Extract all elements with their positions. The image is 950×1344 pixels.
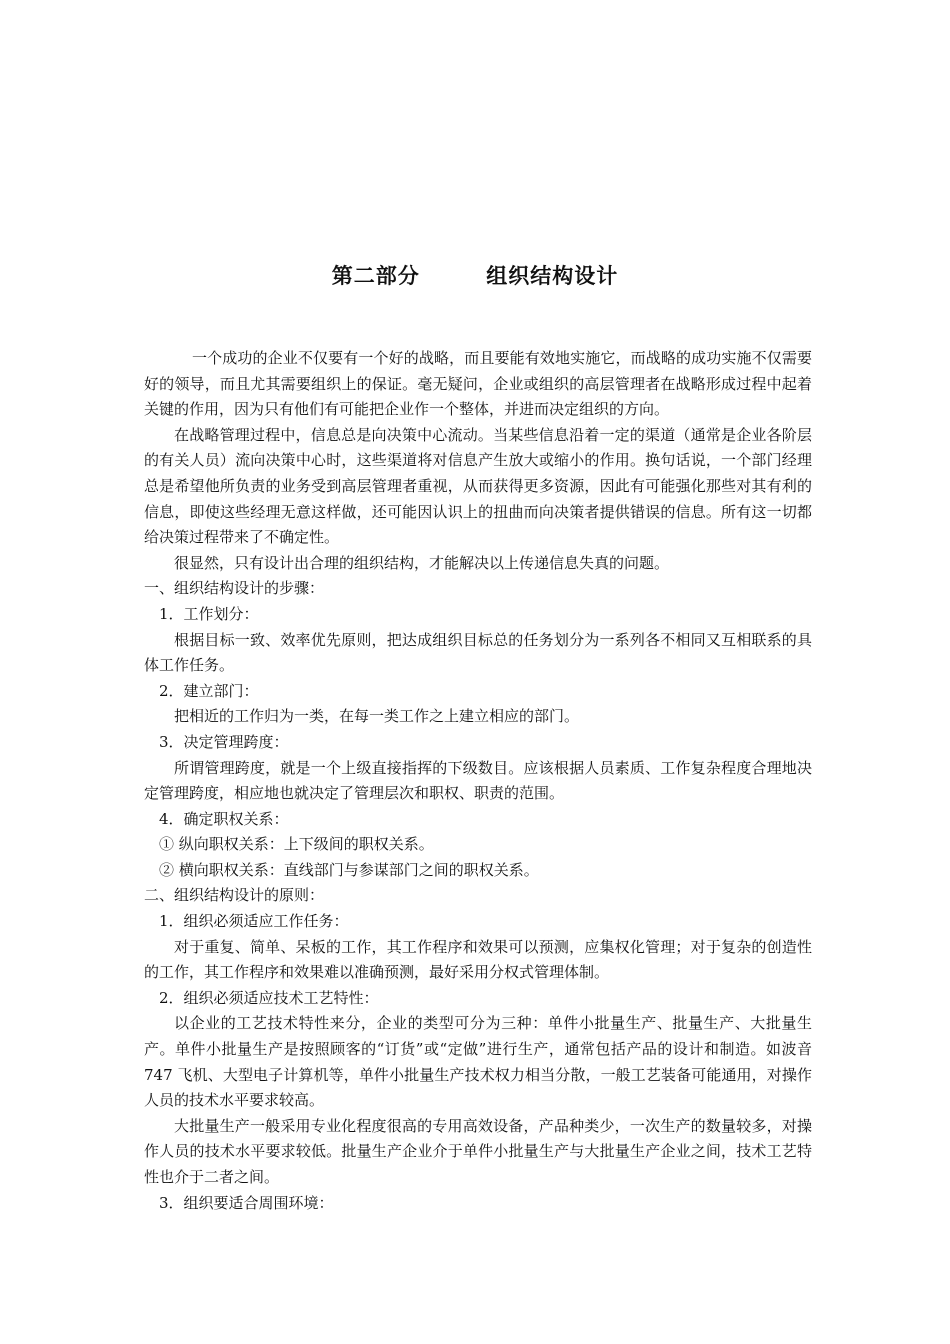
list-item: ① 纵向职权关系：上下级间的职权关系。 [159,835,434,854]
subsection-heading: 3．决定管理跨度： [159,732,289,751]
paragraph: 把相近的工作归为一类，在每一类工作之上建立相应的部门。 [174,707,580,726]
list-item: ② 横向职权关系：直线部门与参谋部门之间的职权关系。 [159,860,539,879]
paragraph: 很显然，只有设计出合理的组织结构，才能解决以上传递信息失真的问题。 [174,553,670,572]
subsection-heading: 2．组织必须适应技术工艺特性： [159,988,379,1007]
paragraph: 在战略管理过程中，信息总是向决策中心流动。当某些信息沿着一定的渠道（通常是企业各阶层的有关人员）流向决策中心时，这些渠道将对信息产生放大或缩小的作用。换句话说，一个部门经理总是希望他所负责的业务受到高层管理者重视，从而获得更多资源，因此有可能强化那些对其有利的信息，即使这些经理无意这样做，还可能因认识上的扭曲而向决策者提供错误的信息。所有这一切都给决策过程带来了不确定性。 [144,425,812,547]
page-title: 第二部分 组织结构设计 [331,264,619,288]
subsection-heading: 2．建立部门： [159,681,259,700]
paragraph: 根据目标一致、效率优先原则，把达成组织目标总的任务划分为一系列各不相同又互相联系的具体工作任务。 [144,630,812,675]
paragraph: 一个成功的企业不仅要有一个好的战略，而且要能有效地实施它，而战略的成功实施不仅需要好的领导，而且尤其需要组织上的保证。毫无疑问，企业或组织的高层管理者在战略形成过程中起着关键的作用，因为只有他们有可能把企业作一个整体，并进而决定组织的方向。 [144,349,812,419]
document-body [144,346,812,1216]
paragraph: 所谓管理跨度，就是一个上级直接指挥的下级数目。应该根据人员素质、工作复杂程度合理地决定管理跨度，相应地也就决定了管理层次和职权、职责的范围。 [144,758,812,803]
paragraph: 大批量生产一般采用专业化程度很高的专用高效设备，产品种类少，一次生产的数量较多，对操作人员的技术水平要求较低。批量生产企业介于单件小批量生产与大批量生产企业之间，技术工艺特性也介于二者之间。 [144,1116,812,1186]
section-heading: 一、组织结构设计的步骤： [144,579,325,598]
subsection-heading: 3．组织要适合周围环境： [159,1193,334,1212]
subsection-heading: 1．组织必须适应工作任务： [159,912,349,931]
section-heading: 二、组织结构设计的原则： [144,886,325,905]
paragraph: 对于重复、简单、呆板的工作，其工作程序和效果可以预测，应集权化管理；对于复杂的创造性的工作，其工作程序和效果难以准确预测，最好采用分权式管理体制。 [144,937,812,982]
subsection-heading: 4．确定职权关系： [159,809,289,828]
paragraph: 以企业的工艺技术特性来分，企业的类型可分为三种：单件小批量生产、批量生产、大批量生产。单件小批量生产是按照顾客的“订货”或“定做”进行生产，通常包括产品的设计和制造。如波音 747 飞机、大型电子计算机等，单件小批量生产技术权力相当分散，一般工艺装备可能通用，对操作人员的技术水平要求较高。 [144,1014,812,1110]
subsection-heading: 1．工作划分： [159,604,259,623]
